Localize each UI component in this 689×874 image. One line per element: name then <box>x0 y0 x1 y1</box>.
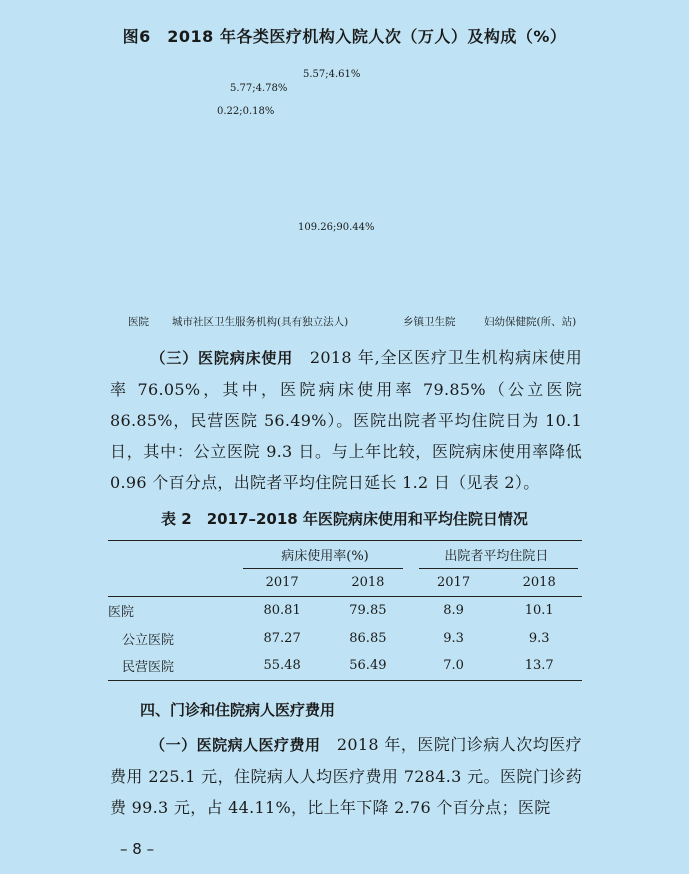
table-cell: 79.85 <box>325 597 411 625</box>
pie-label-hospital: 109.26;90.44% <box>298 222 375 233</box>
legend-item-hospital: 医院 <box>128 316 149 328</box>
table-year-row <box>108 569 582 597</box>
pie-label-township: 5.77;4.78% <box>230 83 288 94</box>
paragraph-lead-in: （一）医院病人医疗费用 <box>150 736 321 754</box>
table-cell: 7.0 <box>411 652 497 680</box>
section-heading: 四、门诊和住院病人医疗费用 <box>140 701 336 719</box>
table-cell: 9.3 <box>443 630 464 646</box>
paragraph-lead-in: （三）医院病床使用 <box>150 349 294 367</box>
group-header-bed-rate <box>239 541 411 569</box>
table-title: 表 2 2017–2018 年医院病床使用和平均住院日情况 <box>161 510 528 528</box>
legend-item-community: 城市社区卫生服务机构(具有独立法人) <box>172 316 349 328</box>
pie-label-community: 0.22;0.18% <box>217 106 275 117</box>
table-cell: 13.7 <box>496 652 582 680</box>
bed-usage-table <box>108 540 582 681</box>
paragraph-body: 2018 年，医院门诊病人次均医疗费用 225.1 元，住院病人人均医疗费用 7284.3 元。医院门诊药费 99.3 元，占 44.11%，比上年下降 2.76 个百分点；医院 <box>110 735 582 817</box>
table-cell: 86.85 <box>349 630 387 646</box>
table-row <box>108 625 582 653</box>
table-cell: 55.48 <box>239 652 325 680</box>
table-corner <box>108 541 239 569</box>
table-cell: 87.27 <box>263 630 301 646</box>
table-row <box>108 652 582 680</box>
paragraph-body: 2018 年,全区医疗卫生机构病床使用率 76.05%，其中，医院病床使用率 79.85%（公立医院86.85%，民营医院 56.49%）。医院出院者平均住院日为 10.1日，其中：公立医院 9.3 日。与上年比较，医院病床使用率降低 0.96 个百分点，出院者平均住院日延长 1.2 日（见表 2）。 <box>110 348 582 492</box>
paragraph-medical-costs <box>110 729 582 823</box>
table-cell: 8.9 <box>411 597 497 625</box>
group-header-avg-stay <box>411 541 582 569</box>
row-name: 医院 <box>108 597 239 625</box>
page-number: – 8 – <box>120 840 155 858</box>
figure-title: 图6 2018 年各类医疗机构入院人次（万人）及构成（%） <box>122 27 567 46</box>
year-header: 2018 <box>522 574 556 590</box>
table-cell: 80.81 <box>239 597 325 625</box>
pie-label-maternal-child: 5.57;4.61% <box>303 69 361 80</box>
table-cell: 9.3 <box>528 630 550 646</box>
group-underline <box>419 568 578 569</box>
table-header-row <box>108 541 582 569</box>
group-header-bed-rate-label: 病床使用率(%) <box>281 549 369 565</box>
group-underline <box>243 568 403 569</box>
legend-item-maternal-child: 妇幼保健院(所、站) <box>484 316 577 328</box>
paragraph-bed-usage <box>110 342 582 498</box>
table-corner <box>108 569 239 597</box>
year-header: 2017 <box>437 574 471 590</box>
row-name: 民营医院 <box>108 652 239 680</box>
year-header: 2018 <box>351 574 385 590</box>
row-name: 公立医院 <box>122 632 175 648</box>
table-row <box>108 597 582 625</box>
year-header: 2017 <box>265 574 299 590</box>
table-cell: 10.1 <box>496 597 582 625</box>
legend-item-township: 乡镇卫生院 <box>403 316 456 328</box>
group-header-avg-stay-label: 出院者平均住院日 <box>444 549 549 565</box>
table-cell: 56.49 <box>325 652 411 680</box>
